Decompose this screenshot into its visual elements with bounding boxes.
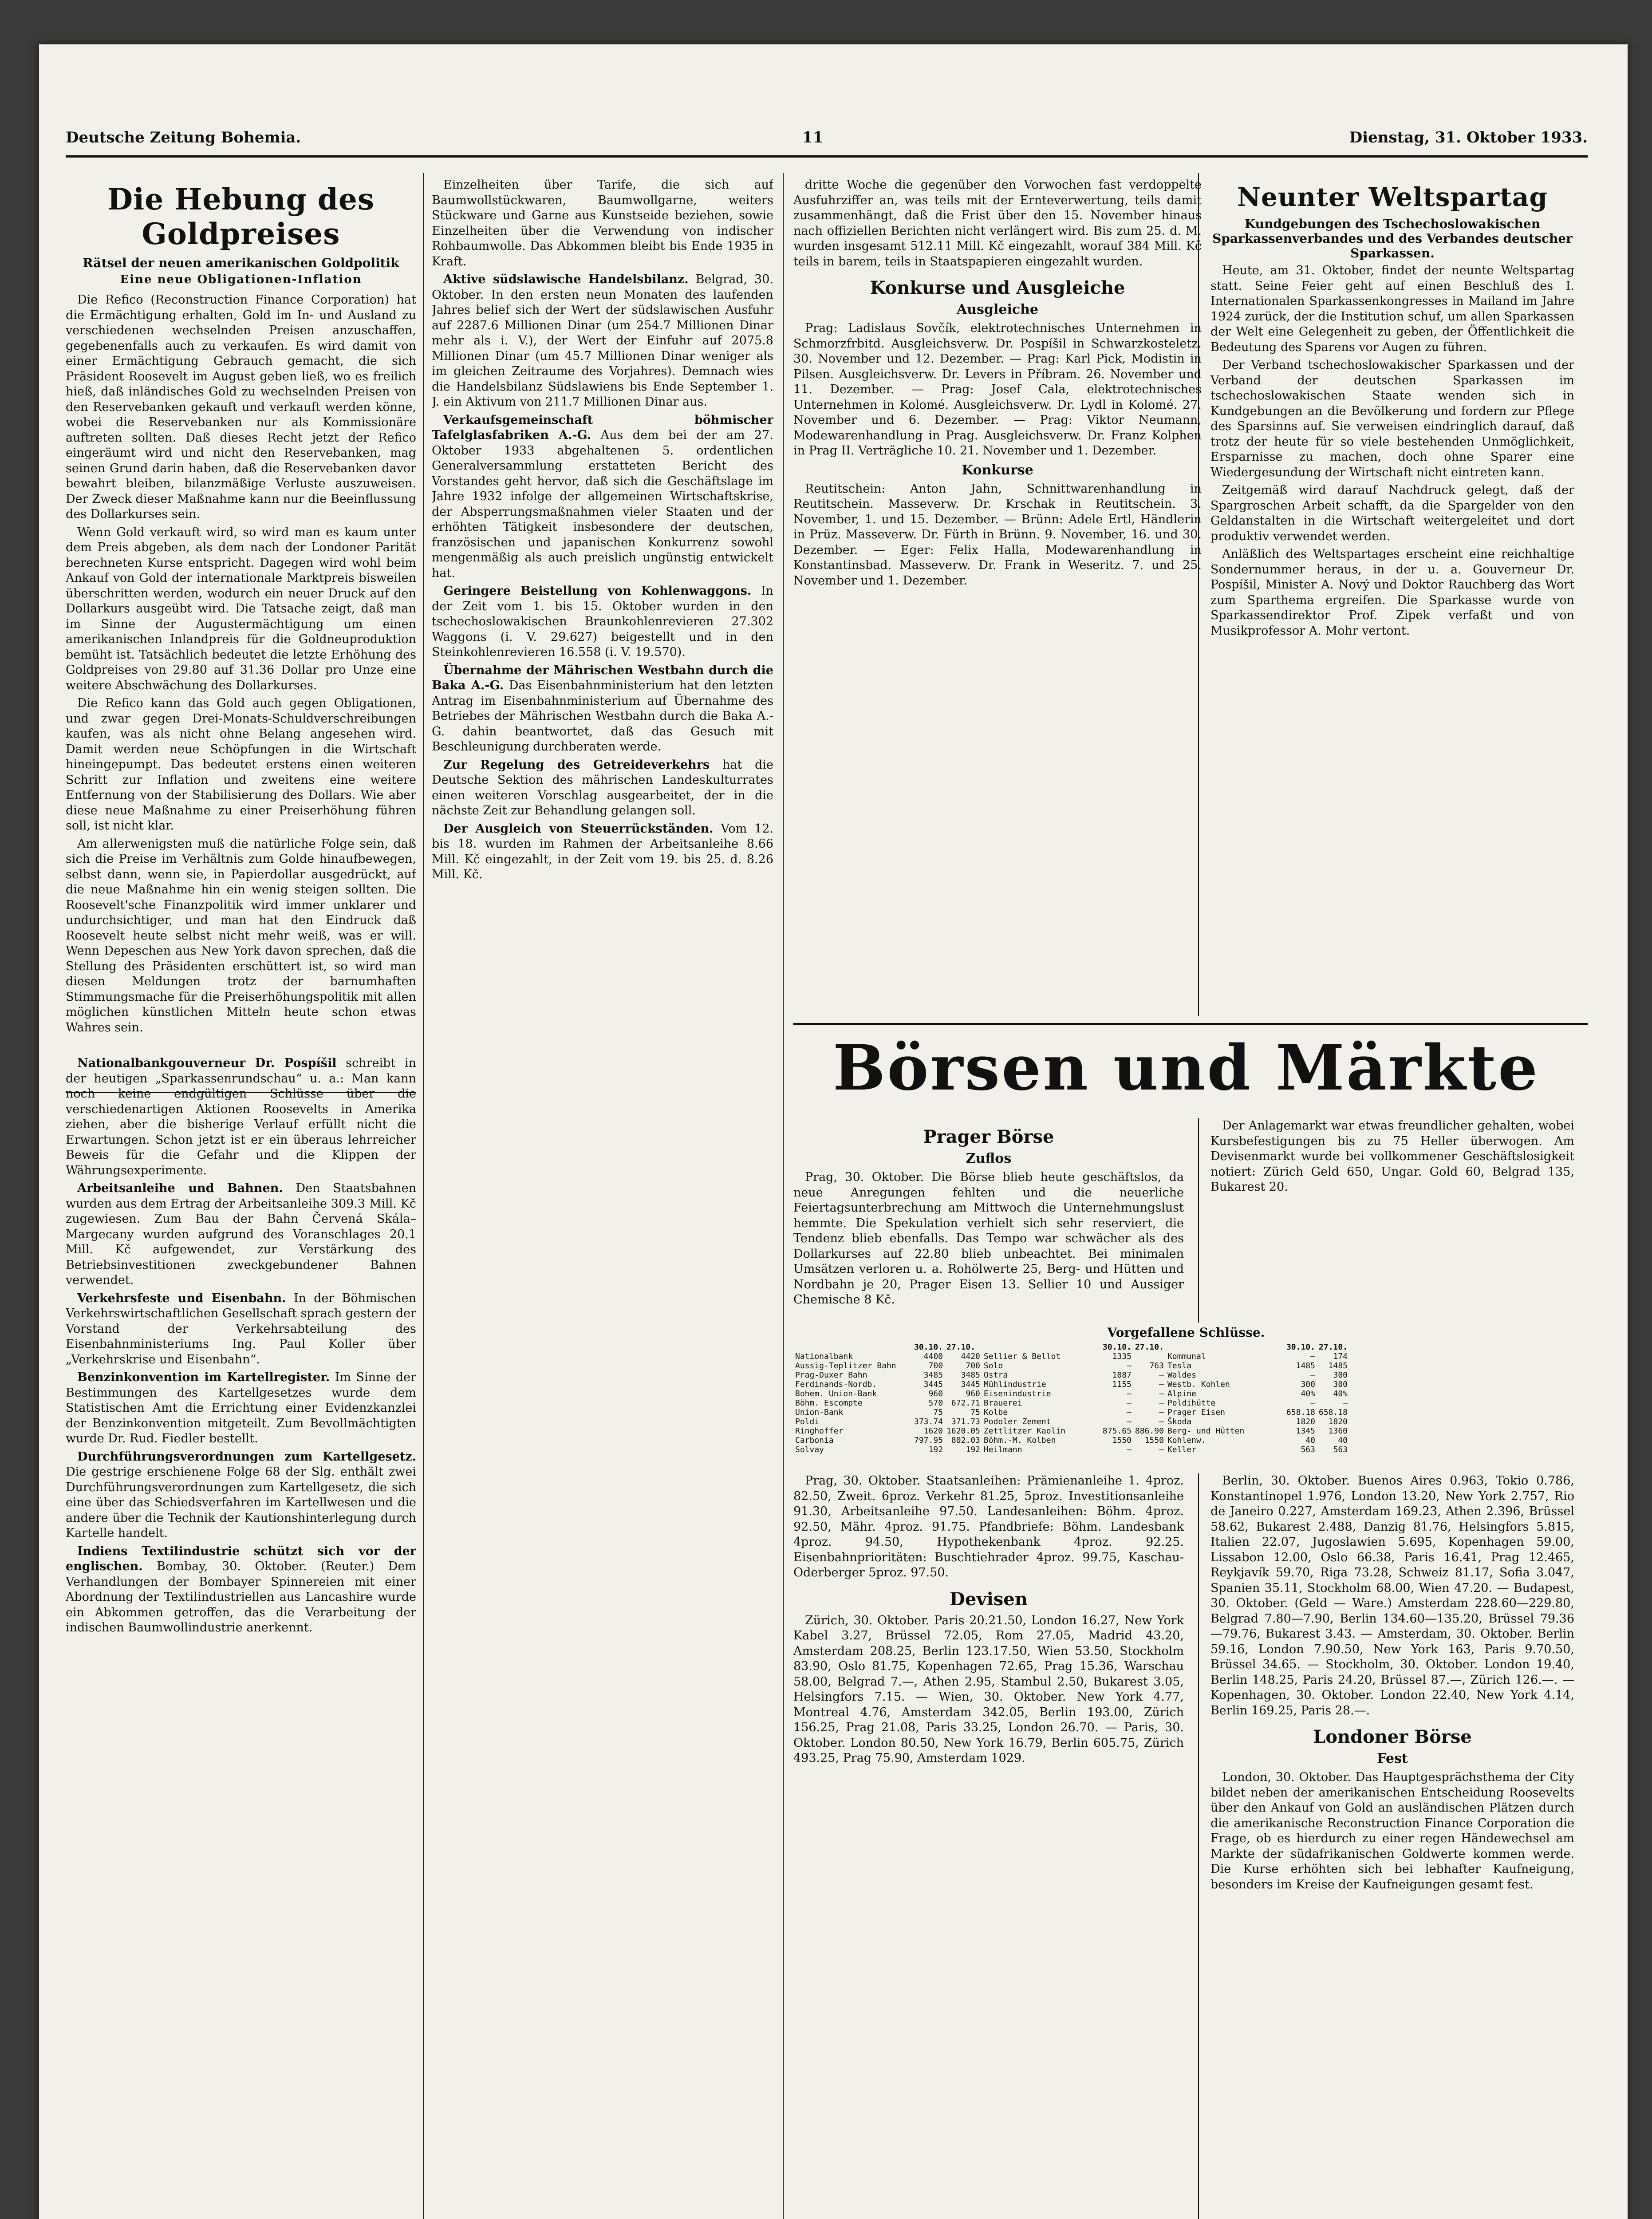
news-title: Benzinkonvention im Kartellregister. <box>77 1370 330 1384</box>
issue-date: Dienstag, 31. Oktober 1933. <box>1349 129 1588 146</box>
prague-exchange <box>793 1118 1184 1318</box>
article-paragraph: Anläßlich des Weltspartages erscheint eine reichhaltige Sondernummer heraus, in der u. a. Gouverneur Dr. Pospíšil, Minister A. Nový und Doktor Rauchberg das Wort zum Sparthema ergreifen. Die Sparkasse wurde von Sparkassendirektor Prof. Zipek verfaßt und von Musikprofessor A. Mohr vertont. <box>1210 547 1574 638</box>
prague-report: Prag, 30. Oktober. Die Börse blieb heute geschäftslos, da neue Anregungen fehlten und die neuerliche Feiertagsunterbrechung am Mittwoch die Unternehmungslust hemmte. Die Spekulation verhielt sich sehr reserviert, die Tendenz blieb ebenfalls. Das Tempo war schwächer als des Dollarkurses auf 22.80 blieb unbeachtet. Bei minimalen Umsätzen verloren u. a. Rohölwerte 25, Berg- und Hütten und Nordbahn je 20, Prager Eisen 13. Sellier 10 und Aussiger Chemische 8 Kč. <box>793 1170 1184 1307</box>
table-cell: Böhm.-M. Kolben <box>983 1436 1056 1445</box>
table-cell: Ostra <box>983 1370 1008 1380</box>
table-cell: — <box>1159 1445 1164 1454</box>
table-cell: 1620 <box>923 1426 943 1436</box>
table-cell: 672.71 <box>951 1398 980 1408</box>
table-cell: Berg- und Hütten <box>1167 1426 1245 1436</box>
table-row <box>793 1352 1349 1361</box>
table-cell: Böhm. Escompte <box>795 1398 863 1408</box>
table-row <box>793 1426 1349 1436</box>
news-title: Verkehrsfeste und Eisenbahn. <box>77 1291 286 1305</box>
article-paragraph: dritte Woche die gegenüber den Vorwochen fast verdoppelte Ausfuhrziffer an, was teils mit der Ernteverwertung, teils damit zusammenhängt, daß die Frist über den 15. November hinaus nach offiziellen Berichten nicht verlängert wird. Bis zum 25. d. M. wurden insgesamt 512.11 Mill. Kč eingezahlt, worauf 384 Mill. Kč teils in barem, teils in Staatspapieren eingezahlt wurden. <box>793 178 1202 268</box>
table-cell: 3445 <box>923 1380 943 1389</box>
masthead <box>66 124 1588 151</box>
table-row <box>793 1370 1349 1380</box>
table-row <box>793 1361 1349 1370</box>
column-rule <box>783 173 784 2219</box>
table-cell: Prag-Duxer Bahn <box>795 1370 867 1380</box>
table-cell: — <box>1159 1408 1164 1417</box>
table-cell: 1345 <box>1296 1426 1315 1436</box>
ausgleiche-list: Prag: Ladislaus Sovčík, elektrotechnisches Unternehmen in Schmorzfrbitd. Ausgleichsverw. Dr. Pospíšil in Schwarzkosteletz. 30. November und 12. Dezember. — Prag: Karl Pick, Modistin in Pilsen. Ausgleichsverw. Dr. Levers in Příbram. 26. November und 11. Dezember. — Prag: Josef Cala, elektrotechnisches Unternehmen in Kolomé. Ausgleichsverw. Dr. Lydl in Kolomé. 27. November und 6. Dezember. — Prag: Viktor Neumann, Modewarenhandlung in Prag. Ausgleichsverw. Dr. Franz Kolphen in Prag II. Verträgliche 10. 21. November und 1. Dezember. <box>793 321 1202 458</box>
news-item <box>432 758 773 819</box>
article-paragraph: Der Verband tschechoslowakischer Sparkassen und der Verband der deutschen Sparkassen im tschechoslowakischen Staate wenden sich in Kundgebungen an die Bevölkerung und fordern zur Pflege des Sparsinns auf. Sie verweisen eindringlich darauf, daß trotz der heute für so viele bestehenden Unmöglichkeit, Ersparnisse zu machen, doch ohne Sparer eine Wiedergesundung der Wirtschaft nicht eintreten kann. <box>1210 358 1574 479</box>
section-heading-prague: Prager Börse <box>923 1126 1054 1147</box>
table-cell: 1360 <box>1328 1426 1348 1436</box>
table-cell: Aussig-Teplitzer Bahn <box>795 1361 896 1370</box>
table-cell: 3485 <box>961 1370 980 1380</box>
section-rule <box>793 1023 1588 1025</box>
table-cell: 886.90 <box>1135 1426 1164 1436</box>
table-cell: — <box>1159 1398 1164 1408</box>
table-cell: 75 <box>933 1408 943 1417</box>
table-cell: Poldi <box>795 1417 820 1426</box>
table-cell: 300 <box>1301 1380 1315 1389</box>
article-paragraph: Am allerwenigsten muß die natürliche Folge sein, daß sich die Preise im Verhältnis zum Golde hinaufbewegen, selbst dann, wenn sie, in Papierdollar ausgedrückt, auf die neue Maßnahme hin ein wenig steigen sollten. Die Roosevelt'sche Finanzpolitik wird immer unklarer und undurchsichtiger, und man hat den Eindruck daß Roosevelt heute selbst nicht mehr weiß, was er will. Wenn Depeschen aus New York davon sprechen, daß die Stellung des Präsidenten erschüttert ist, so wird man diesen Meldungen trotz der barnumhaften Stimmungsmache für die Preiserhöhungspolitik mit allen möglichen künstlichen Mitteln heute schon etwas Wahres sein. <box>66 837 416 1034</box>
article-paragraph: Die Refico (Reconstruction Finance Corporation) hat die Ermächtigung erhalten, Gold im In- und Ausland zu verschiedenen wechselnden Preisen anzuschaffen, gegebenenfalls auch zu verkaufen. Es wird damit von einer Ermächtigung Gebrauch gemacht, die sich Präsident Roosevelt im August geben ließ, wo es freilich hieß, daß inländisches Gold zu wechselnden Preisen von den Reservebanken gekauft und verkauft werden könne, wobei die Reservebanken nur als Kommissionäre auftreten sollten. Daß dieses Recht jetzt der Refico eingeräumt wird und nicht den Reservebanken, mag seinen Grund darin haben, daß die Reservebanken davor bewahrt bleiben, bilanzmäßige Verluste auszuweisen. Der Zweck dieser Maßnahme kann nur die Beeinflussung des Dollarkurses sein. <box>66 293 416 521</box>
news-text: Vom 12. bis 18. wurden im Rahmen der Arbeitsanleihe 8.66 Mill. Kč eingezahlt, in der Zeit vom 19. bis 25. d. 8.26 Mill. Kč. <box>432 821 773 881</box>
devisen-report: Zürich, 30. Oktober. Paris 20.21.50, London 16.27, New York Kabel 3.27, Brüssel 72.05, Rom 27.05, Madrid 43.20, Amsterdam 208.25, Berlin 123.17.50, Wien 53.50, Stockholm 83.90, Oslo 81.75, Kopenhagen 72.65, Prag 15.36, Warschau 58.00, Belgrad 7.—, Athen 2.95, Stambul 2.50, Bukarest 3.05, Helsingfors 7.15. — Wien, 30. Oktober. New York 4.77, Montreal 4.76, Amsterdam 342.05, Berlin 193.00, Zürich 156.25, Prag 21.08, Paris 33.25, London 26.70. — Paris, 30. Oktober. London 80.50, New York 16.79, Berlin 605.75, Zürich 493.25, Prag 75.90, Amsterdam 1029. <box>793 1613 1184 1765</box>
news-item <box>432 663 773 755</box>
table-cell: Nationalbank <box>795 1352 853 1361</box>
table-cell: Poldihütte <box>1167 1398 1216 1408</box>
table-cell: — <box>1343 1398 1348 1408</box>
table-cell: 658.18 <box>1318 1408 1348 1417</box>
news-title: Indiens Textilindustrie schützt sich vor der englischen. <box>66 1544 416 1573</box>
table-cell: — <box>1127 1445 1132 1454</box>
table-cell: Alpine <box>1167 1389 1196 1398</box>
table-header-cell <box>982 1342 1101 1352</box>
news-item <box>66 1544 416 1636</box>
table-cell: — <box>1127 1389 1132 1398</box>
news-title: Übernahme der Mährischen Westbahn durch die Baka A.-G. <box>432 663 773 692</box>
table-cell: 3485 <box>923 1370 943 1380</box>
quotes-table <box>793 1342 1349 1454</box>
table-cell: — <box>1310 1352 1315 1361</box>
table-cell: 1820 <box>1296 1417 1315 1426</box>
table-cell: Union-Bank <box>795 1408 844 1417</box>
column-3 <box>793 178 1202 1021</box>
news-item <box>66 1291 416 1368</box>
table-cell: Bohem. Union-Bank <box>795 1389 877 1398</box>
table-cell: Zettlitzer Kaolin <box>983 1426 1066 1436</box>
table-cell: — <box>1159 1370 1164 1380</box>
page-number: 11 <box>802 129 824 146</box>
market-tendency: Fest <box>1377 1751 1408 1766</box>
column-4 <box>1210 178 1574 1021</box>
news-item <box>432 272 773 410</box>
article-paragraph: Wenn Gold verkauft wird, so wird man es kaum unter dem Preis abgeben, als dem nach der Londoner Parität berechneten Kurse entspricht. Dagegen wird wohl beim Ankauf von Gold der internationale Marktpreis bisweilen überschritten werden, wodurch ein neuer Druck auf den Dollarkurs ausgeübt wird. Die Tatsache zeigt, daß man im Sinne der Augustermächtigung um einen amerikanischen Inlandpreis für die Goldneuproduktion bemüht ist. Tatsächlich bedeutet die letzte Erhöhung des Goldpreises von 29.80 auf 31.36 Dollar pro Unze eine weitere Abschwächung des Dollarkurses. <box>66 525 416 692</box>
news-text: In der Zeit vom 1. bis 15. Oktober wurden in den tschechoslowakischen Braunkohlenrevieren 27.302 Waggons (i. V. 29.627) beigestellt und in den Steinkohlenrevieren 16.558 (i. V. 19.570). <box>432 584 773 659</box>
table-cell: Prager Eisen <box>1167 1408 1225 1417</box>
news-text: In der Böhmischen Verkehrswirtschaftlichen Gesellschaft sprach gestern der Vorstand der Verkehrsabteilung des Eisenbahnministeriums Ing. Paul Koller über „Verkehrskrise und Eisenbahn“. <box>66 1291 416 1366</box>
table-cell: 875.65 <box>1102 1426 1132 1436</box>
table-row <box>793 1389 1349 1398</box>
table-cell: — <box>1127 1408 1132 1417</box>
table-cell: — <box>1310 1370 1315 1380</box>
masthead-rule <box>66 155 1588 158</box>
news-item <box>66 1449 416 1541</box>
news-text: Das Eisenbahnministerium hat den letzten Antrag im Eisenbahnministerium auf Übernahme des Betriebes der Mährischen Westbahn durch die Baka A.-G. dahin beantwortet, daß das Gesuch mit Beschleunigung durchberaten werde. <box>432 679 773 754</box>
table-header-row <box>793 1342 1349 1352</box>
table-cell: 1620.05 <box>946 1426 980 1436</box>
quotes-table-wrap <box>793 1323 1579 1469</box>
table-cell: 3445 <box>961 1380 980 1389</box>
staatsanleihen-report: Prag, 30. Oktober. Staatsanleihen: Prämienanleihe 1. 4proz. 82.50, Zweit. 6proz. Verkehr 81.25, 5proz. Investitionsanleihe 91.30, Arbeitsanleihe 97.50. Landesanleihen: Böhm. 4proz. 92.50, Mähr. 4proz. 91.75. Pfandbriefe: Böhm. Landesbank 4proz. 94.50, Hypothekenbank 4proz. 92.25. Eisenbahnprioritäten: Buschtiehrader 4proz. 99.75, Kaschau-Oderberger 5proz. 97.50. <box>793 1474 1184 1579</box>
table-cell: — <box>1127 1417 1132 1426</box>
foreign-exchange-report: Berlin, 30. Oktober. Buenos Aires 0.963, Tokio 0.786, Konstantinopel 1.976, London 13.20, New York 2.757, Rio de Janeiro 0.227, Amsterdam 169.23, Athen 2.396, Brüssel 58.62, Bukarest 2.488, Danzig 81.76, Helsingfors 5.815, Italien 22.07, Jugoslawien 5.695, Kopenhagen 59.00, Lissabon 12.00, Oslo 66.38, Paris 16.41, Prag 12.465, Reykjavík 59.70, Riga 73.28, Schweiz 81.17, Sofia 3.047, Spanien 35.11, Stockholm 68.00, Wien 47.20. — Budapest, 30. Oktober. (Geld — Ware.) Amsterdam 228.60—229.80, Belgrad 7.80—7.90, Berlin 134.60—135.20, Brüssel 79.36—79.76, Bukarest 3.43. — Amsterdam, 30. Oktober. Berlin 59.16, London 7.90.50, New York 163, Paris 9.70.50, Brüssel 34.65. — Stockholm, 30. Oktober. London 19.40, Berlin 148.25, Paris 24.20, Brüssel 87.—, Zürich 126.—. — Kopenhagen, 30. Oktober. London 22.40, New York 4.14, Berlin 169.25, Paris 28.—. <box>1210 1474 1574 1718</box>
table-cell: 40 <box>1338 1436 1348 1445</box>
market-reports-right <box>1210 1473 1574 2219</box>
news-title: Geringere Beistellung von Kohlenwaggons. <box>443 584 752 598</box>
column-rule <box>1198 1118 1199 1323</box>
table-header-cell: 30.10. <box>1286 1342 1315 1352</box>
column-rule <box>1198 1473 1199 2219</box>
table-cell: 192 <box>966 1445 980 1454</box>
news-item <box>66 1056 416 1178</box>
news-text: Belgrad, 30. Oktober. In den ersten neun Monaten des laufenden Jahres belief sich der Wert der südslawischen Ausfuhr auf 2287.6 Millionen Dinar (um 254.7 Millionen Dinar mehr als i. V.), der Wert der Einfuhr auf 2075.8 Millionen Dinar (um 45.7 Millionen Dinar weniger als im gleichen Zeitraume des Vorjahres). Demnach wies die Handelsbilanz Südslawiens bis Ende September 1. J. ein Aktivum von 211.7 Millionen Dinar aus. <box>432 272 773 409</box>
table-cell: 40% <box>1301 1389 1315 1398</box>
table-cell: Brauerei <box>983 1398 1022 1408</box>
column-2 <box>432 178 773 2219</box>
table-cell: 797.95 <box>914 1436 943 1445</box>
table-cell: Mühlindustrie <box>983 1380 1046 1389</box>
news-text: Aus dem bei der am 27. Oktober 1933 abgehaltenen 5. ordentlichen Generalversammlung erstatteten Bericht des Vorstandes geht hervor, daß sich die Geschäftslage im Jahre 1932 infolge der allgemeinen Wirtschaftskrise, der Absperrungsmaßnahmen vieler Staaten und der erhöhten Tätigkeit insbesondere der deutschen, französischen und japanischen Konkurrenz sowohl mengenmäßig als auch preislich ungünstig entwickelt hat. <box>432 428 773 580</box>
news-item <box>432 821 773 883</box>
table-header-cell: 27.10. <box>1135 1342 1164 1352</box>
table-cell: 802.03 <box>951 1436 980 1445</box>
subsection-heading: Ausgleiche <box>957 302 1038 317</box>
prague-exchange-continued <box>1210 1118 1574 1318</box>
table-cell: Carbonia <box>795 1436 834 1445</box>
article-paragraph: Zeitgemäß wird darauf Nachdruck gelegt, daß der Spargroschen Arbeit schafft, da die Spargelder von den Geldanstalten in die Wirtschaft weitergeleitet und dort produktiv verwendet werden. <box>1210 483 1574 543</box>
subheadline: Eine neue Obligationen-Inflation <box>120 273 362 286</box>
table-cell: 563 <box>1301 1445 1315 1454</box>
table-cell: 371.73 <box>951 1417 980 1426</box>
market-tendency: Zuflos <box>966 1151 1012 1166</box>
table-cell: 1550 <box>1144 1436 1164 1445</box>
news-text: Im Sinne der Bestimmungen des Kartellgesetzes wurde dem Statistischen Amt die Errichtung einer Evidenzkanzlei der Benzinkonvention mitgeteilt. Zum Bevollmächtigten wurde Dr. Rud. Fiedler bestellt. <box>66 1370 416 1445</box>
table-row <box>793 1417 1349 1426</box>
news-item <box>432 584 773 660</box>
news-title: Aktive südslawische Handelsbilanz. <box>443 272 689 286</box>
table-cell <box>1133 1352 1166 1361</box>
table-cell: — <box>1127 1361 1132 1370</box>
table-cell: Solo <box>983 1361 1003 1370</box>
prague-report: Der Anlagemarkt war etwas freundlicher gehalten, wobei Kursbefestigungen bis zu 75 Heller überwogen. Am Devisenmarkt wurde bei vollkommener Geschäftslosigkeit notiert: Zürich Geld 650, Ungar. Gold 60, Belgrad 135, Bukarest 20. <box>1210 1119 1574 1194</box>
news-text: Bombay, 30. Oktober. (Reuter.) Dem Verhandlungen der Bombayer Spinnereien mit einer Abordnung der Textilindustriellen aus Lancashire wurde ein Abkommen getroffen, das die Verarbeitung der indischen Baumwollindustrie anerkennt. <box>66 1560 416 1635</box>
table-cell: 75 <box>970 1408 980 1417</box>
news-item <box>66 1370 416 1447</box>
news-text: hat die Deutsche Sektion des mährischen Landeskulturrates einen weiteren Vorschlag ausgearbeitet, der in die nächste Zeit zur Behandlung gelangen soll. <box>432 758 773 817</box>
table-cell: Solvay <box>795 1445 824 1454</box>
news-title: Nationalbankgouverneur Dr. Pospíšil <box>77 1056 337 1070</box>
table-cell: 700 <box>966 1361 980 1370</box>
column-rule <box>423 173 424 2219</box>
table-cell: Heilmann <box>983 1445 1022 1454</box>
table-cell: 300 <box>1333 1370 1348 1380</box>
table-cell: — <box>1159 1380 1164 1389</box>
news-text: Den Staatsbahnen wurden aus dem Ertrag der Arbeitsanleihe 309.3 Mill. Kč zugewiesen. Zum Bau der Bahn Červená Skála–Margecany wurden aufgrund des Voranschlages 20.1 Mill. Kč aufgewendet, zur Verstärkung des Betriebsinvestitionen zweckgebundener Bahnen verwendet. <box>66 1181 416 1287</box>
table-cell: 960 <box>966 1389 980 1398</box>
table-row <box>793 1408 1349 1417</box>
news-title: Durchführungsverordnungen zum Kartellgesetz. <box>77 1449 416 1464</box>
table-cell: — <box>1159 1389 1164 1398</box>
table-cell: 1087 <box>1112 1370 1132 1380</box>
table-cell: 1335 <box>1112 1352 1132 1361</box>
table-row <box>793 1380 1349 1389</box>
table-cell: 4400 <box>923 1352 943 1361</box>
news-title: Zur Regelung des Getreideverkehrs <box>443 758 710 772</box>
market-reports-left <box>793 1473 1184 2219</box>
table-cell: 40 <box>1305 1436 1315 1445</box>
news-text: schreibt in der heutigen „Sparkassenrundschau“ u. a.: Man kann noch keine endgültigen Schlüsse über die verschiedenartigen Aktionen Roosevelts in Amerika ziehen, aber die bisherige Verlauf erfüllt nicht die Erwartungen. Schon jetzt ist er ein überaus lehrreicher Beweis für die Gefahr und die Klippen der Währungsexperimente. <box>66 1056 416 1177</box>
table-cell: Sellier & Bellot <box>983 1352 1061 1361</box>
table-cell: — <box>1127 1398 1132 1408</box>
news-item <box>66 1181 416 1288</box>
table-header-cell: 30.10. <box>914 1342 943 1352</box>
table-cell: Waldes <box>1167 1370 1196 1380</box>
article-paragraph: Einzelheiten über Tarife, die sich auf Baumwollstückwaren, Baumwollgarne, weiters Stückware und Garne aus Kunstseide beziehen, sowie Einzelheiten über die Verwendung von indischer Rohbaumwolle. Das Abkommen bleibt bis Ende 1935 in Kraft. <box>432 178 773 268</box>
subsection-heading: Konkurse <box>962 462 1033 478</box>
news-text: Die gestrige erschienene Folge 68 der Slg. enthält zwei Durchführungsverordnungen zum Kartellgesetz, die sich eine über das Schiedsverfahren im Kartellwesen und die andere über die Technik der Kautionshinterlegung durch Kartelle handelt. <box>66 1465 416 1540</box>
table-cell: 763 <box>1149 1361 1164 1370</box>
headline-goldpreis: Die Hebung des Goldpreises <box>107 182 375 251</box>
london-report: London, 30. Oktober. Das Hauptgesprächsthema der City bildet neben der amerikanischen Entscheidung Roosevelts über den Ankauf von Gold an ausländischen Plätzen durch die amerikanische Reconstruction Finance Corporation die Frage, ob es hierdurch zu einer regen Händewechsel am Markte der südafrikanischen Goldwerte kommen werde. Die Kurse erhöhten sich bei lebhafter Kaufneigung, besonders im Kreise der Kaufneigungen gesamt fest. <box>1210 1770 1574 1891</box>
table-cell: 563 <box>1333 1445 1348 1454</box>
table-cell: Eisenindustrie <box>983 1389 1051 1398</box>
section-title-markets: Börsen und Märkte <box>832 1032 1540 1105</box>
subheadline: Kundgebungen des Tschechoslowakischen Sparkassenverbandes und des Verbandes deutscher Sparkassen. <box>1212 217 1573 261</box>
subheadline: Rätsel der neuen amerikanischen Goldpolitik <box>83 256 399 270</box>
table-cell: 1820 <box>1328 1417 1348 1426</box>
table-cell: 658.18 <box>1286 1408 1315 1417</box>
table-header-cell: 27.10. <box>1318 1342 1348 1352</box>
table-row <box>793 1436 1349 1445</box>
newspaper-page <box>39 44 1628 2219</box>
table-cell: 4420 <box>961 1352 980 1361</box>
news-title: Verkaufsgemeinschaft böhmischer Tafelglasfabriken A.-G. <box>432 413 773 442</box>
table-cell: 373.74 <box>914 1417 943 1426</box>
headline-weltspartag: Neunter Weltspartag <box>1237 182 1548 212</box>
table-cell: Kolbe <box>983 1408 1008 1417</box>
table-cell: — <box>1159 1417 1164 1426</box>
news-title: Der Ausgleich von Steuerrückständen. <box>443 821 714 836</box>
table-cell: 1550 <box>1112 1436 1132 1445</box>
table-cell: Škoda <box>1167 1417 1192 1426</box>
news-item <box>432 413 773 581</box>
table-cell: Keller <box>1167 1445 1196 1454</box>
table-cell: Podoler Zement <box>983 1417 1051 1426</box>
section-heading-london: Londoner Börse <box>1313 1726 1472 1747</box>
table-header-cell: 27.10. <box>946 1342 976 1352</box>
table-cell: 1485 <box>1328 1361 1348 1370</box>
table-cell: Ferdinands-Nordb. <box>795 1380 877 1389</box>
section-heading-konkurse: Konkurse und Ausgleiche <box>870 277 1125 298</box>
table-header-cell: 30.10. <box>1102 1342 1132 1352</box>
table-cell: 570 <box>928 1398 943 1408</box>
table-cell: 300 <box>1333 1380 1348 1389</box>
column-1 <box>66 178 416 2219</box>
table-cell: Ringhoffer <box>795 1426 844 1436</box>
table-cell: 1485 <box>1296 1361 1315 1370</box>
table-cell: Kohlenw. <box>1167 1436 1206 1445</box>
paper-name: Deutsche Zeitung Bohemia. <box>66 129 301 146</box>
table-cell: 700 <box>928 1361 943 1370</box>
news-title: Arbeitsanleihe und Bahnen. <box>77 1181 283 1195</box>
table-cell: Tesla <box>1167 1361 1192 1370</box>
table-header-cell <box>793 1342 912 1352</box>
table-cell: 960 <box>928 1389 943 1398</box>
table-cell: 1155 <box>1112 1380 1132 1389</box>
table-row <box>793 1398 1349 1408</box>
table-cell: Kommunal <box>1167 1352 1206 1361</box>
konkurse-list: Reutitschein: Anton Jahn, Schnittwarenhandlung in Reutitschein. Masseverw. Dr. Krschak in Reutitschein. 3. November, 1. und 15. Dezember. — Brünn: Adele Ertl, Händlerin in Prüz. Masseverw. Dr. Fürth in Brünn. 9. November, 16. und 30. Dezember. — Eger: Felix Halla, Modewarenhandlung in Konstantinsbad. Masseverw. Dr. Frank in Weseritz. 7. und 25. November und 1. Dezember. <box>793 482 1202 588</box>
article-paragraph: Heute, am 31. Oktober, findet der neunte Weltspartag statt. Seine Feier geht auf einen Beschluß des I. Internationalen Sparkassenkongresses in Mailand im Jahre 1924 zurück, der die Institution schuf, um allen Sparkassen der Welt eine Gelegenheit zu geben, der Öffentlichkeit die Bedeutung des Sparens vor Augen zu führen. <box>1210 264 1574 354</box>
table-cell: 192 <box>928 1445 943 1454</box>
table-cell: Westb. Kohlen <box>1167 1380 1230 1389</box>
table-cell: 174 <box>1333 1352 1348 1361</box>
table-title: Vorgefallene Schlüsse. <box>1107 1325 1265 1340</box>
table-row <box>793 1445 1349 1454</box>
section-heading-devisen: Devisen <box>950 1588 1028 1610</box>
table-header-cell <box>1166 1342 1285 1352</box>
article-paragraph: Die Refico kann das Gold auch gegen Obligationen, und zwar gegen Drei-Monats-Schuldverschreibungen kaufen, was als nicht ohne Belang angesehen wird. Damit werden neue Schöpfungen in die Wirtschaft hineingepumpt. Das bedeutet erstens einen weiteren Schritt zur Inflation und zweitens eine weitere Entfernung von der Stabilisierung des Dollars. Wie aber diese neue Maßnahme zu einer Preiserhöhung führen soll, ist nicht klar. <box>66 696 416 833</box>
table-cell: 40% <box>1333 1389 1348 1398</box>
table-cell: — <box>1310 1398 1315 1408</box>
